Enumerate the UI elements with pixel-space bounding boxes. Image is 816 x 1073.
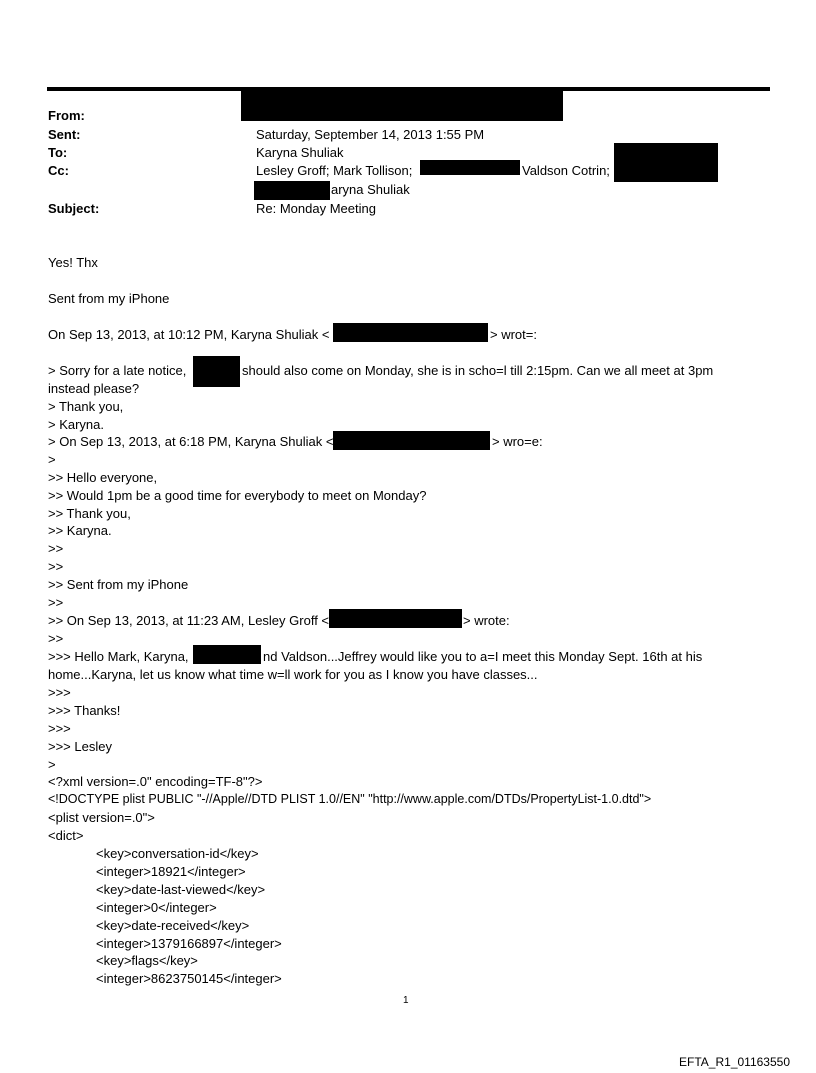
cc-value-line2: aryna Shuliak [331, 182, 410, 197]
from-label: From: [48, 108, 85, 123]
body-line: >>> Thanks! [48, 703, 121, 718]
body-line: >> Karyna. [48, 523, 112, 538]
body-line: >> [48, 595, 64, 610]
body-line: >> On Sep 13, 2013, at 11:23 AM, Lesley Groff < [48, 613, 330, 628]
bates-number: EFTA_R1_01163550 [679, 1055, 790, 1069]
body-line: should also come on Monday, she is in scho=l till 2:15pm. Can we all meet at 3pm [242, 363, 714, 378]
to-label: To: [48, 145, 68, 160]
body-line: On Sep 13, 2013, at 10:12 PM, Karyna Shuliak < [48, 327, 330, 342]
body-line: home...Karyna, let us know what time w=ll work for you as I know you have classes... [48, 667, 538, 682]
redaction-cc-2 [614, 143, 718, 182]
redaction-email-3 [329, 609, 462, 628]
subject-value: Re: Monday Meeting [256, 201, 376, 216]
body-line: <key>conversation-id</key> [96, 846, 259, 861]
subject-label: Subject: [48, 201, 100, 216]
body-line: >>> Hello Mark, Karyna, [48, 649, 189, 664]
body-line: <key>flags</key> [96, 953, 198, 968]
body-line: >>> Lesley [48, 739, 112, 754]
body-line: > On Sep 13, 2013, at 6:18 PM, Karyna Shuliak < [48, 434, 334, 449]
body-line: <plist version=.0"> [48, 810, 155, 825]
body-line: >>> [48, 685, 71, 700]
page-number: 1 [403, 995, 409, 1006]
body-line: > wrote: [463, 613, 510, 628]
body-line: <key>date-received</key> [96, 918, 250, 933]
redaction-email-1 [333, 323, 488, 342]
redaction-cc-1 [420, 160, 520, 175]
cc-value-part1: Lesley Groff; Mark Tollison; [256, 163, 413, 178]
body-line: instead please? [48, 381, 140, 396]
body-line: >> [48, 559, 64, 574]
body-line: <integer>8623750145</integer> [96, 971, 282, 986]
body-line: <!DOCTYPE plist PUBLIC "-//Apple//DTD PLIST 1.0//EN" "http://www.apple.com/DTDs/PropertyList-1.0.dtd"> [48, 792, 652, 806]
body-line: nd Valdson...Jeffrey would like you to a=I meet this Monday Sept. 16th at his [263, 649, 703, 664]
body-line: Yes! Thx [48, 255, 98, 270]
body-line: <integer>1379166897</integer> [96, 936, 282, 951]
body-line: <?xml version=.0" encoding=TF-8"?> [48, 774, 263, 789]
cc-label: Cc: [48, 163, 69, 178]
body-line: >>> [48, 721, 71, 736]
body-line: > Thank you, [48, 399, 124, 414]
body-line: > [48, 757, 56, 772]
cc-value-part2: Valdson Cotrin; [522, 163, 610, 178]
body-line: > [48, 452, 56, 467]
body-line: >> [48, 631, 64, 646]
redaction-name-1 [193, 356, 240, 387]
redaction-from [241, 91, 563, 121]
to-value: Karyna Shuliak [256, 145, 344, 160]
sent-label: Sent: [48, 127, 81, 142]
body-line: > Karyna. [48, 417, 105, 432]
body-line: >> [48, 541, 64, 556]
body-line: >> Would 1pm be a good time for everybody to meet on Monday? [48, 488, 427, 503]
redaction-cc-3 [254, 181, 330, 200]
body-line: >> Sent from my iPhone [48, 577, 189, 592]
body-line: > wro=e: [492, 434, 543, 449]
redaction-email-2 [333, 431, 490, 450]
body-line: >> Hello everyone, [48, 470, 158, 485]
body-line: Sent from my iPhone [48, 291, 170, 306]
body-line: <key>date-last-viewed</key> [96, 882, 266, 897]
sent-value: Saturday, September 14, 2013 1:55 PM [256, 127, 485, 142]
body-line: >> Thank you, [48, 506, 131, 521]
body-line: > wrot=: [490, 327, 537, 342]
body-line: <integer>18921</integer> [96, 864, 246, 879]
body-line: > Sorry for a late notice, [48, 363, 187, 378]
redaction-name-2 [193, 645, 261, 664]
body-line: <integer>0</integer> [96, 900, 217, 915]
body-line: <dict> [48, 828, 84, 843]
